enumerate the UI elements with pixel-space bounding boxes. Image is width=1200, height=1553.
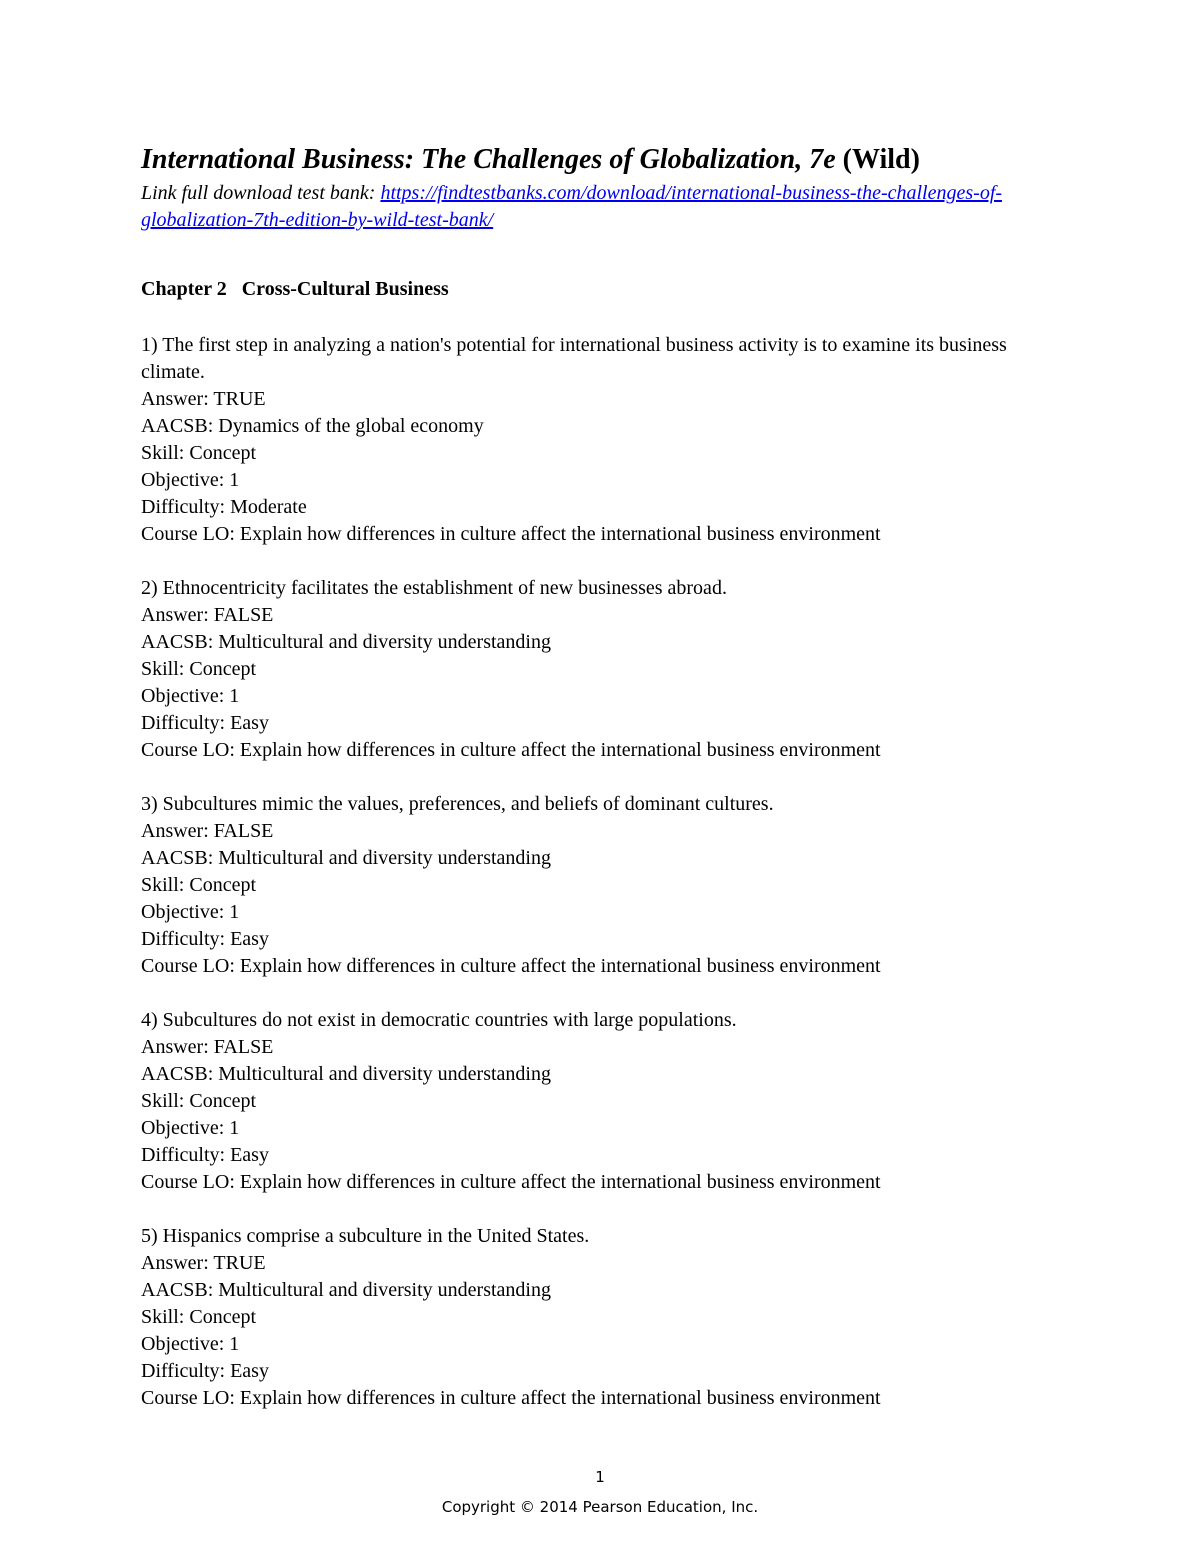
question-course-lo: Course LO: Explain how differences in culture affect the international business environment <box>141 955 881 977</box>
page-number: 1 <box>595 1468 605 1486</box>
book-title: International Business: The Challenges of Globalization, 7e <box>141 144 836 175</box>
question-item <box>141 1223 1071 1412</box>
link-label: Link full download test bank: <box>141 182 381 204</box>
question-difficulty: Difficulty: Easy <box>141 712 269 734</box>
question-aacsb: AACSB: Multicultural and diversity understanding <box>141 1063 551 1085</box>
question-item <box>141 575 1071 764</box>
question-answer: Answer: FALSE <box>141 604 274 626</box>
question-difficulty: Difficulty: Easy <box>141 928 269 950</box>
question-answer: Answer: FALSE <box>141 820 274 842</box>
question-skill: Skill: Concept <box>141 1306 256 1328</box>
question-aacsb: AACSB: Multicultural and diversity understanding <box>141 847 551 869</box>
question-answer: Answer: TRUE <box>141 1252 266 1274</box>
question-course-lo: Course LO: Explain how differences in culture affect the international business environment <box>141 523 881 545</box>
question-objective: Objective: 1 <box>141 901 240 923</box>
question-item <box>141 332 1071 548</box>
question-skill: Skill: Concept <box>141 658 256 680</box>
question-objective: Objective: 1 <box>141 469 240 491</box>
question-objective: Objective: 1 <box>141 1117 240 1139</box>
question-text: 1) The first step in analyzing a nation's potential for international business activity is to examine its business climate. <box>141 334 1007 383</box>
question-objective: Objective: 1 <box>141 685 240 707</box>
question-skill: Skill: Concept <box>141 1090 256 1112</box>
question-list <box>141 332 1071 1412</box>
question-text: 2) Ethnocentricity facilitates the establishment of new businesses abroad. <box>141 577 727 599</box>
document-title <box>141 140 1071 180</box>
question-text: 4) Subcultures do not exist in democratic countries with large populations. <box>141 1009 737 1031</box>
question-skill: Skill: Concept <box>141 442 256 464</box>
question-objective: Objective: 1 <box>141 1333 240 1355</box>
question-item <box>141 1007 1071 1196</box>
question-aacsb: AACSB: Dynamics of the global economy <box>141 415 484 437</box>
download-link[interactable]: https://findtestbanks.com/download/international-business-the-challenges-of-globalization-7th-edition-by-wild-test-bank/ <box>141 182 1003 231</box>
question-difficulty: Difficulty: Moderate <box>141 496 307 518</box>
question-course-lo: Course LO: Explain how differences in culture affect the international business environment <box>141 1387 881 1409</box>
question-aacsb: AACSB: Multicultural and diversity understanding <box>141 631 551 653</box>
question-difficulty: Difficulty: Easy <box>141 1360 269 1382</box>
copyright-notice: Copyright © 2014 Pearson Education, Inc. <box>441 1498 759 1516</box>
book-author: (Wild) <box>842 144 920 175</box>
question-skill: Skill: Concept <box>141 874 256 896</box>
question-answer: Answer: FALSE <box>141 1036 274 1058</box>
question-text: 5) Hispanics comprise a subculture in the United States. <box>141 1225 590 1247</box>
question-course-lo: Course LO: Explain how differences in culture affect the international business environment <box>141 1171 881 1193</box>
question-answer: Answer: TRUE <box>141 388 266 410</box>
question-item <box>141 791 1071 980</box>
question-aacsb: AACSB: Multicultural and diversity understanding <box>141 1279 551 1301</box>
question-text: 3) Subcultures mimic the values, preferences, and beliefs of dominant cultures. <box>141 793 774 815</box>
page-content <box>141 140 1071 1439</box>
question-difficulty: Difficulty: Easy <box>141 1144 269 1166</box>
question-course-lo: Course LO: Explain how differences in culture affect the international business environment <box>141 739 881 761</box>
chapter-heading: Chapter 2 Cross-Cultural Business <box>141 278 449 300</box>
download-link-line <box>141 180 1071 234</box>
